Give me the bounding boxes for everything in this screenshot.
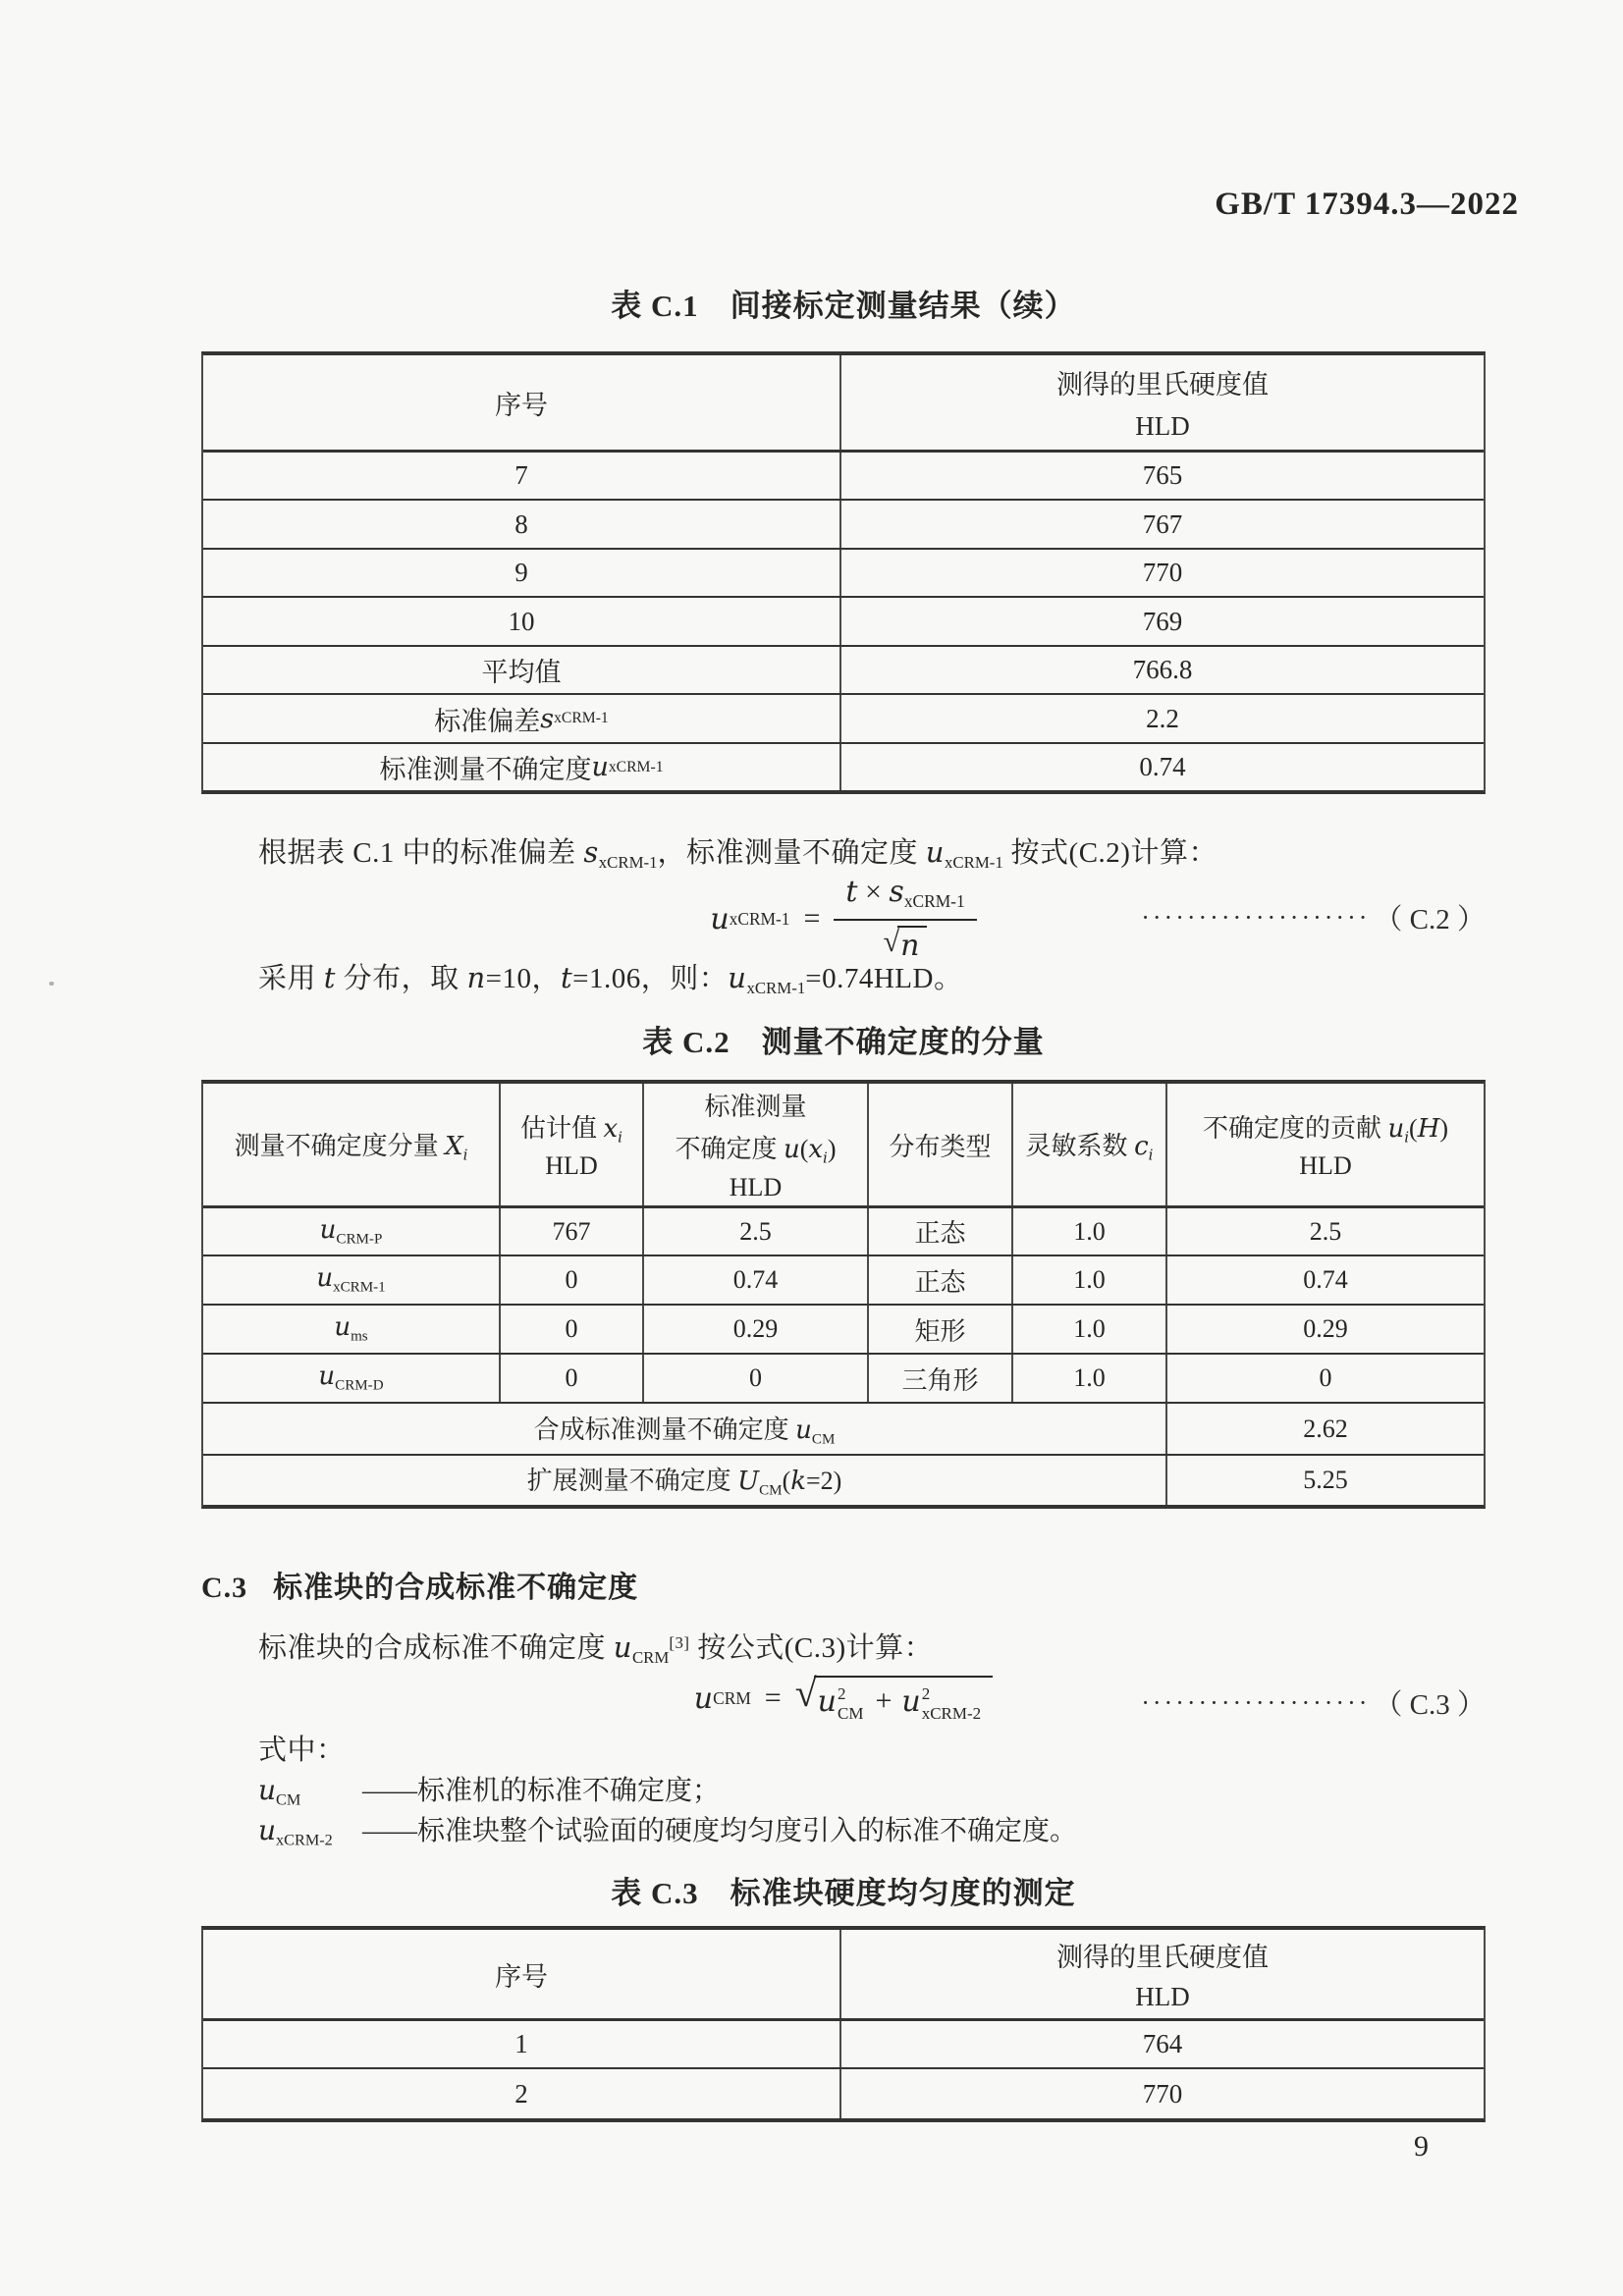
table-c3 <box>201 1926 1486 2122</box>
table-row: 1 764 <box>203 2018 1484 2067</box>
page-number: 9 <box>1414 2130 1429 2163</box>
table-row: 平均值 766.8 <box>203 645 1484 693</box>
c1-header-value: 测得的里氏硬度值 HLD <box>1056 370 1269 441</box>
c2-header-component: 测量不确定度分量 $X_i$ <box>203 1084 501 1205</box>
paragraph-c3-intro: 标准块的合成标准不确定度 $u_{CRM}[3]$ 按公式(C.3)计算： <box>258 1630 934 1667</box>
table-row: 标准偏差 s xCRM-1 2.2 <box>203 693 1484 742</box>
definition-ucm: $u_{CM}$ —— 标准机的标准不确定度； <box>258 1774 721 1809</box>
c1-header-seq: 序号 <box>203 355 841 450</box>
table-c2 <box>201 1080 1486 1509</box>
table-row: $u_{xCRM-1}$ 0 0.74 正态 1.0 0.74 <box>203 1255 1484 1304</box>
table-row: 8 767 <box>203 499 1484 548</box>
standard-number: GB/T 17394.3—2022 <box>1215 187 1519 222</box>
table-c1-title: 表 C.1 间接标定测量结果（续） <box>611 289 1076 323</box>
table-row: 7 765 <box>203 450 1484 499</box>
where-label: 式中： <box>258 1735 346 1766</box>
c2-header-std-uncertainty: 标准测量 不确定度 $u(x_i)$ HLD <box>644 1084 869 1205</box>
table-row: 9 770 <box>203 548 1484 596</box>
c3-header-seq: 序号 <box>203 1930 841 2018</box>
paragraph-c2-intro: 根据表 C.1 中的标准偏差 $s_{xCRM-1}$，标准测量不确定度 $u_{xCRM-1}$ 按式(C.2)计算： <box>258 835 1217 872</box>
table-row: 2 770 <box>203 2067 1484 2118</box>
table-row: 标准测量不确定度 u xCRM-1 0.74 <box>203 742 1484 790</box>
section-c3-heading: C.3 标准块的合成标准不确定度 <box>201 1572 639 1604</box>
table-c1 <box>201 351 1486 794</box>
c2-header-distribution: 分布类型 <box>869 1084 1013 1205</box>
table-row: $u_{CRM-P}$ 767 2.5 正态 1.0 2.5 <box>203 1205 1484 1255</box>
table-row: $u_{CRM-D}$ 0 0 三角形 1.0 0 <box>203 1353 1484 1402</box>
definition-uxcrm2: $u_{xCRM-2}$ —— 标准块整个试验面的硬度均匀度引入的标准不确定度。 <box>258 1814 1078 1849</box>
c2-header-sensitivity: 灵敏系数 $c_i$ <box>1013 1084 1167 1205</box>
formula-c2-number: ···················· （ C.2 ） <box>1141 902 1486 935</box>
c2-header-contribution: 不确定度的贡献 $u_i(H)$ HLD <box>1202 1113 1449 1181</box>
formula-c2: u xCRM-1 = $t \times s_{xCRM-1}$ √ n ···················· （ C.2 ） <box>710 875 1486 963</box>
table-c2-title: 表 C.2 测量不确定度的分量 <box>642 1025 1045 1059</box>
scan-speck <box>49 982 54 986</box>
paragraph-t-distribution: 采用 t 分布，取 n=10，t=1.06，则：$u_{xCRM-1}=0.74HLD$。 <box>258 961 963 997</box>
table-row: 10 769 <box>203 596 1484 645</box>
c3-header-value: 测得的里氏硬度值 HLD <box>1056 1943 1269 2011</box>
table-c3-title: 表 C.3 标准块硬度均匀度的测定 <box>611 1876 1076 1910</box>
formula-c3: u CRM = √ u 2 CM + u 2 xCRM-2 ···················· （ C.3 ） <box>693 1671 1486 1723</box>
table-footer-row: 扩展测量不确定度 $U_{CM}(k=2)$ 5.25 <box>203 1454 1484 1505</box>
formula-c3-number: ···················· （ C.3 ） <box>1141 1687 1486 1721</box>
table-row: $u_{ms}$ 0 0.29 矩形 1.0 0.29 <box>203 1304 1484 1353</box>
table-footer-row: 合成标准测量不确定度 $u_{CM}$ 2.62 <box>203 1402 1484 1454</box>
c2-header-estimate: 估计值 $x_i$ HLD <box>501 1084 644 1205</box>
